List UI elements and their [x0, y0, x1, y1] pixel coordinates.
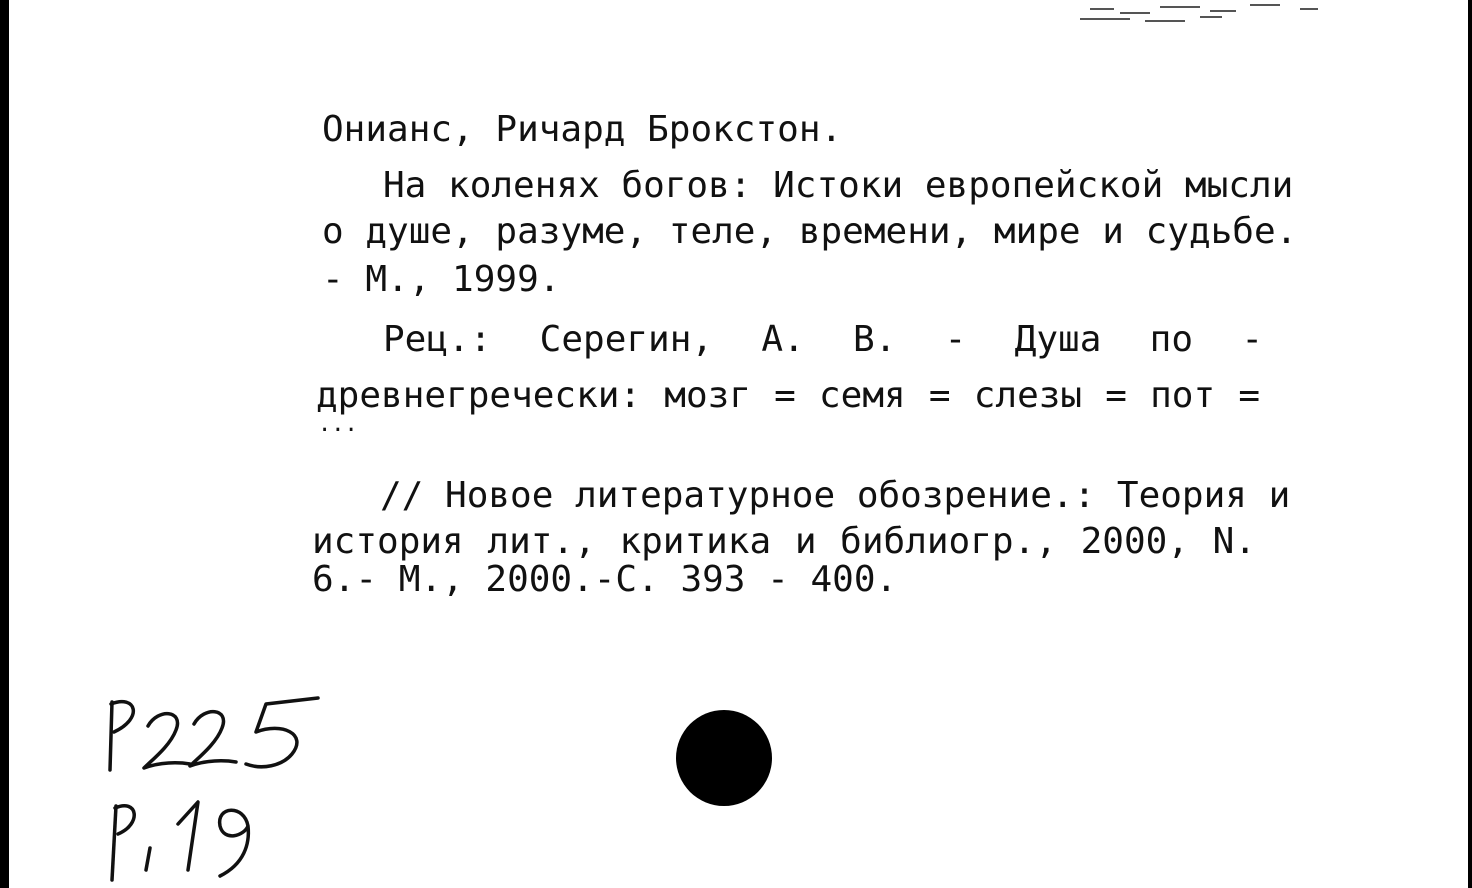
title-line-1: На коленях богов: Истоки европейской мысли	[383, 165, 1294, 206]
punch-hole	[676, 710, 772, 806]
review-line-2: древнегречески: мозг = семя = слезы = пот =	[316, 375, 1260, 416]
source-line-1: // Новое литературное обозрение.: Теория и	[380, 475, 1291, 516]
author-heading: Онианс, Ричард Брокстон.	[322, 109, 843, 150]
title-line-3: - М., 1999.	[322, 259, 561, 300]
handwritten-shelfmark-1	[96, 690, 336, 780]
source-line-3: 6.- М., 2000.-С. 393 - 400.	[312, 559, 898, 600]
review-line-3: ...	[318, 412, 358, 437]
scan-noise	[1050, 0, 1350, 40]
review-line-1: Рец.: Серегин, А. В. - Душа по -	[383, 319, 1263, 360]
title-line-2: о душе, разуме, теле, времени, мире и судьбе.	[322, 211, 1298, 252]
handwritten-shelfmark-2	[98, 790, 298, 886]
scan-border-left	[0, 0, 9, 888]
scan-border-right	[1468, 0, 1472, 888]
source-line-2: история лит., критика и библиогр., 2000, N.	[312, 521, 1256, 562]
